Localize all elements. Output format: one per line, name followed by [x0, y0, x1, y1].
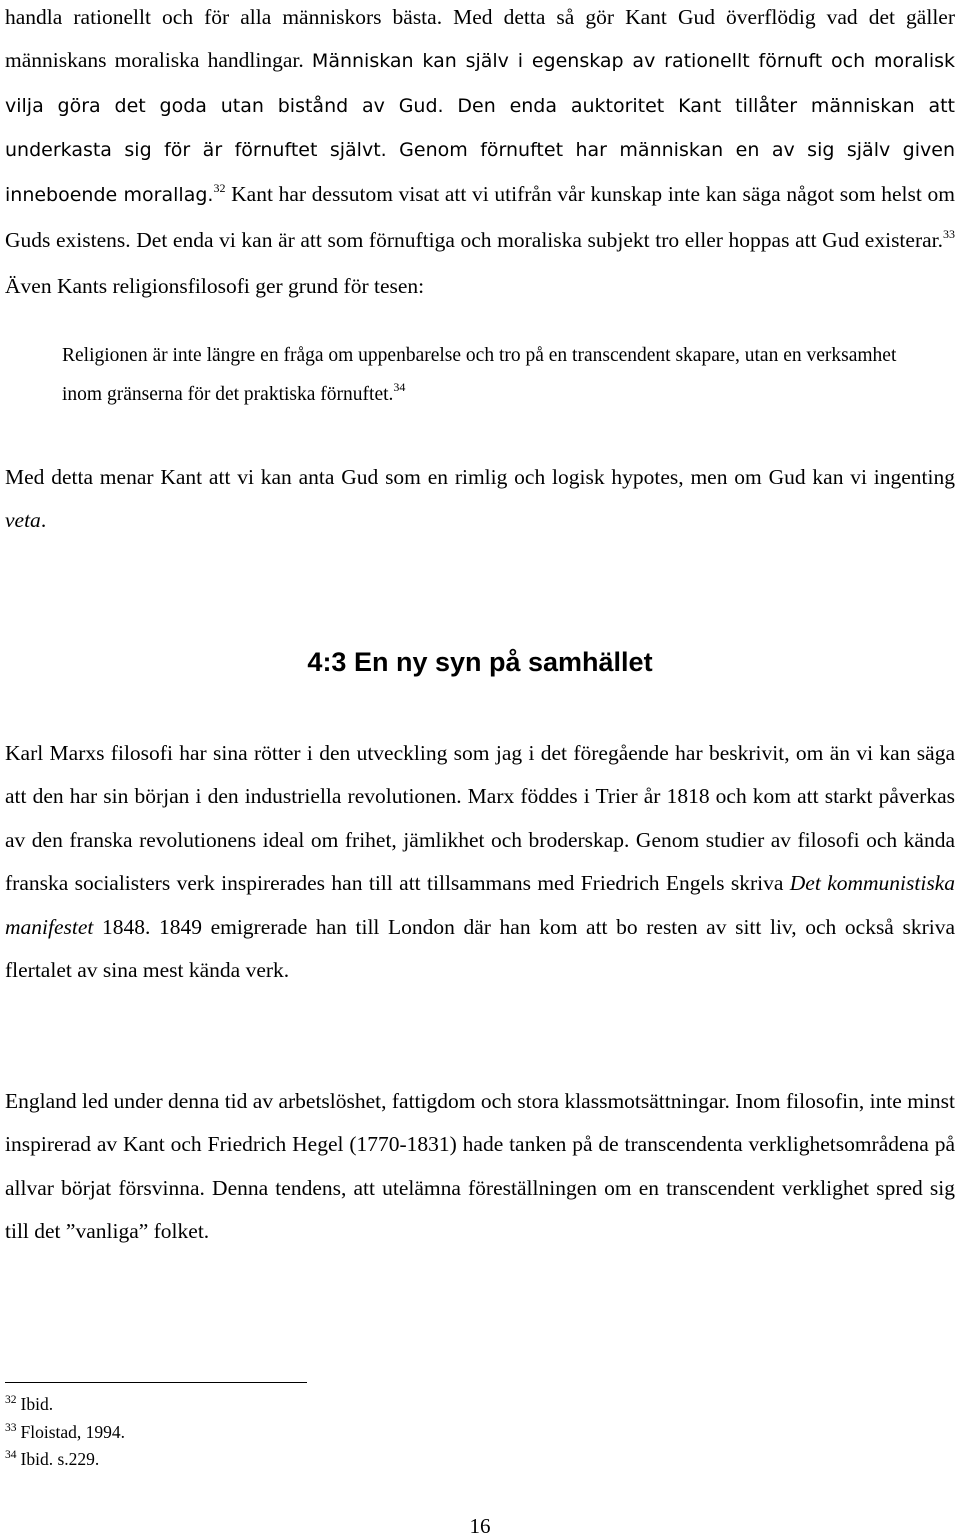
footnote-text: Ibid. s.229.	[20, 1449, 100, 1469]
footnote-ref: 34	[393, 380, 406, 394]
book-title: Det kommunistiska manifestet	[5, 871, 955, 939]
footnote-text: Floistad, 1994.	[20, 1421, 126, 1442]
body-paragraph-kant-god	[5, 0, 955, 309]
footnote-list	[5, 1392, 125, 1475]
paragraph-text: Även Kants religionsfilosofi ger grund för tesen:	[5, 274, 425, 299]
paragraph-text: .	[40, 508, 47, 533]
body-paragraph-hypothesis	[5, 456, 955, 543]
paragraph-text: Karl Marxs filosofi har sina rötter i den utveckling som jag i det föregående har beskrivit, om än vi kan säga att den har sin början i den industriella revolutionen. Marx föddes i Trier år 1818 och kom att starkt påverkas av den franska revolutionens ideal om frihet, jämlikhet och broderskap. Genom studier av filosofi och kända franska socialisters verk inspirerades han till att tillsammans med Friedrich Engels skriva	[5, 741, 955, 896]
footnote-text: Ibid.	[20, 1394, 54, 1414]
emphasis-text: veta	[5, 508, 41, 533]
footnote-item	[5, 1392, 125, 1420]
section-heading: 4:3 En ny syn på samhället	[307, 647, 653, 677]
paragraph-text: Med detta menar Kant att vi kan anta Gud som en rimlig och logisk hypotes, men om Gud kan vi ingenting	[5, 465, 955, 489]
paragraph-text: Människan kan själv i egenskap av rationellt förnuft och moralisk vilja göra det goda utan bistånd av Gud. Den enda auktoritet Kant tillåter människan att underkasta sig för är förnuftet självt. Genom förnuftet har människan en av sig själv given inneboende morallag.	[5, 50, 955, 206]
paragraph-text: handla rationellt och för alla människors bästa. Med detta så gör Kant Gud överflödig vad det gäller människans moraliska handlingar.	[5, 5, 955, 73]
body-paragraph-marx	[5, 732, 955, 992]
footnote-number: 33	[5, 1421, 17, 1434]
footnote-ref: 32	[213, 180, 226, 195]
footnote-number: 32	[5, 1394, 17, 1406]
paragraph-text: England led under denna tid av arbetslöshet, fattigdom och stora klassmotsättningar. Inom filosofin, inte minst inspirerad av Kant och Friedrich Hegel (1770-1831) hade tanken på de transcendenta verklighetsområdena på allvar börjat försvinna. Denna tendens, att utelämna föreställningen om en transcendent verklighet spred sig till det ”vanliga” folket.	[5, 1089, 955, 1244]
footnote-item	[5, 1420, 125, 1448]
footnote-item	[5, 1447, 125, 1475]
paragraph-text: 1848. 1849 emigrerade han till London där han kom att bo resten av sitt liv, och också skriva flertalet av sina mest kända verk.	[5, 914, 956, 983]
page-number: 16	[469, 1514, 491, 1538]
block-quote	[62, 336, 932, 416]
footnote-number: 34	[5, 1449, 17, 1461]
quote-text: Religionen är inte längre en fråga om uppenbarelse och tro på en transcendent skapare, utan en verksamhet inom gränserna för det praktiska förnuftet.	[62, 345, 897, 405]
body-paragraph-england	[5, 1080, 955, 1254]
footnote-ref: 33	[943, 227, 955, 242]
paragraph-text: Kant har dessutom visat att vi utifrån vår kunskap inte kan säga något som helst om Guds existens. Det enda vi kan är att som förnuftiga och moraliska subjekt tro eller hoppas att Gud existerar.	[5, 181, 956, 253]
footnote-divider	[5, 1382, 307, 1383]
